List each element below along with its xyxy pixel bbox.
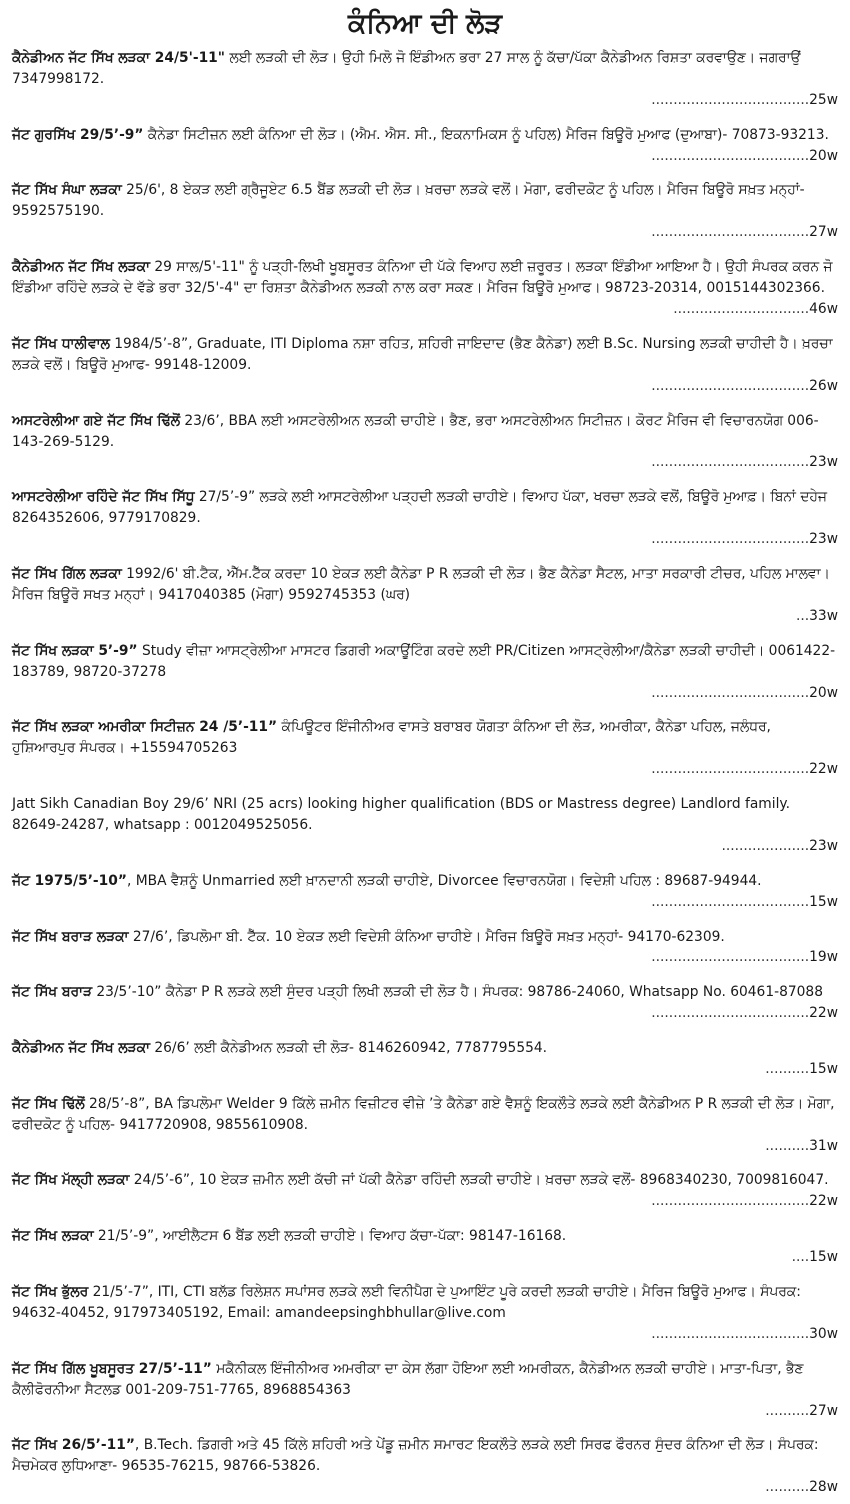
ad-word-count: 15w (809, 893, 838, 910)
ad-word-count: 20w (809, 684, 838, 701)
ad-price-row (12, 683, 838, 704)
ad-price-row (12, 836, 838, 857)
classified-ad (12, 1359, 838, 1422)
ad-word-count: 26w (809, 377, 838, 394)
ad-body: 1984/5’-8”, Graduate, ITI Diploma ਨਸ਼ਾ ਰਹਿਤ, ਸ਼ਹਿਰੀ ਜਾਇਦਾਦ (ਭੈਣ ਕੈਨੇਡਾ) ਲਈ B.Sc. Nursing ਲੜਕੀ ਚਾਹੀਦੀ ਹੈ। ਖ਼ਰਚਾ ਲੜਕੇ ਵਲੋਂ। ਬਿਊਰੋ ਮੁਆਫ- 99148-12009. (12, 335, 833, 373)
ad-text (12, 334, 838, 376)
ad-price-row (12, 90, 838, 111)
ad-text (12, 717, 838, 759)
ad-text (12, 1094, 838, 1136)
ad-body: 21/5’-9”, ਆਈਲੈਟਸ 6 ਬੈਂਡ ਲਈ ਲੜਕੀ ਚਾਹੀਏ। ਵਿਆਹ ਕੱਚਾ-ਪੱਕਾ: 98147-16168. (93, 1228, 567, 1245)
classified-ad (12, 982, 838, 1024)
ad-body: 26/6’ ਲਈ ਕੈਨੇਡੀਅਨ ਲੜਕੀ ਦੀ ਲੋੜ- 8146260942, 7787795554. (149, 1039, 548, 1056)
ad-word-count: 30w (809, 1325, 838, 1342)
classified-ad (12, 1094, 838, 1157)
ad-price-row (12, 1477, 838, 1498)
classified-ad (12, 487, 838, 550)
ad-heading: ਕੈਨੇਡੀਅਨ ਜੱਟ ਸਿੱਖ ਲੜਕਾ (12, 259, 150, 276)
classified-ad (12, 257, 838, 320)
ad-leader-dots: ... (791, 607, 810, 624)
ad-text (12, 927, 838, 948)
ad-word-count: 20w (809, 147, 838, 164)
ad-body: , MBA ਵੈਸ਼ਨੂੰ Unmarried ਲਈ ਖ਼ਾਨਦਾਨੀ ਲੜਕੀ ਚਾਹੀਏ, Divorcee ਵਿਚਾਰਨਯੋਗ। ਵਿਦੇਸ਼ੀ ਪਹਿਲ : 89687-94944. (126, 872, 762, 889)
ad-body: Jatt Sikh Canadian Boy 29/6’ NRI (25 acrs) looking higher qualification (BDS or Mastress degree) Landlord family. 82649-24287, whatsapp : 0012049525056. (12, 796, 790, 834)
classified-ad (12, 1435, 838, 1498)
ad-word-count: 25w (809, 91, 838, 108)
classified-ad (12, 48, 838, 111)
ad-price-row (12, 1003, 838, 1024)
classified-ad (12, 641, 838, 704)
ad-heading: ਜੱਟ ਸਿੱਖ ਸੰਘਾ ਲੜਕਾ (12, 182, 122, 199)
ad-word-count: 22w (809, 1005, 838, 1022)
ad-word-count: 15w (809, 1249, 838, 1266)
ad-price-row (12, 222, 838, 243)
ad-price-row (12, 1136, 838, 1157)
ad-price-row (12, 606, 838, 627)
ad-text (12, 1435, 838, 1477)
ad-word-count: 15w (809, 1060, 838, 1077)
ad-text (12, 1226, 838, 1247)
ad-price-row (12, 529, 838, 550)
ad-leader-dots: .......... (765, 1137, 810, 1154)
ad-body: 23/5’-10” ਕੈਨੇਡਾ P R ਲੜਕੇ ਲਈ ਸੁੰਦਰ ਪੜ੍ਹੀ ਲਿਖੀ ਲੜਕੀ ਦੀ ਲੋੜ ਹੈ। ਸੰਪਰਕ: 98786-24060, Whatsapp No. 60461-87088 (91, 984, 823, 1001)
ad-heading: ਜੱਟ ਸਿੱਖ ਲੜਕਾ ਅਮਰੀਕਾ ਸਿਟੀਜ਼ਨ 24 /5’-11” (12, 719, 278, 736)
ad-body: 29 ਸਾਲ/5'-11" ਨੂੰ ਪੜ੍ਹੀ-ਲਿਖੀ ਖੂਬਸੂਰਤ ਕੰਨਿਆ ਦੀ ਪੱਕੇ ਵਿਆਹ ਲਈ ਜ਼ਰੂਰਤ। ਲੜਕਾ ਇੰਡੀਆ ਆਇਆ ਹੈ। ਉਹੀ ਸੰਪਰਕ ਕਰਨ ਜੋ ਇੰਡੀਆ ਰਹਿੰਦੇ ਲੜਕੇ ਦੇ ਵੱਡੇ ਭਰਾ 32/5'-4" ਦਾ ਰਿਸ਼ਤਾ ਕੈਨੇਡੀਅਨ ਲੜਕੀ ਨਾਲ ਕਰਾ ਸਕਣ। ਮੈਰਿਜ ਬਿਊਰੋ ਮੁਆਫ। 98723-20314, 0015144302366. (12, 259, 833, 297)
classified-ad (12, 1170, 838, 1212)
ad-body: 21/5’-7”, ITI, CTI ਬਲੱਡ ਰਿਲੇਸ਼ਨ ਸਪਾਂਸਰ ਲੜਕੇ ਲਈ ਵਿਨੀਪੈਗ ਦੇ ਪੁਆਇੰਟ ਪੂਰੇ ਕਰਦੀ ਲੜਕੀ ਚਾਹੀਏ। ਮੈਰਿਜ ਬਿਊਰੋ ਮੁਆਫ। ਸੰਪਰਕ: 94632-40452, 917973405192, Email: amandeepsinghbhullar@live.com (12, 1283, 801, 1321)
ad-body: ਲਈ ਲੜਕੀ ਦੀ ਲੋੜ। ਉਹੀ ਮਿਲੋ ਜੋ ਇੰਡੀਅਨ ਭਰਾ 27 ਸਾਲ ਨੂੰ ਕੱਚਾ/ਪੱਕਾ ਕੈਨੇਡੀਅਨ ਰਿਸ਼ਤਾ ਕਰਵਾਉਣ। ਜਗਰਾਉਂ 7347998172. (12, 50, 801, 87)
page-title: ਕੰਨਿਆ ਦੀ ਲੋੜ (347, 8, 503, 39)
ad-body: Study ਵੀਜ਼ਾ ਆਸਟ੍ਰੇਲੀਆ ਮਾਸਟਰ ਡਿਗਰੀ ਅਕਾਊਂਟਿੰਗ ਕਰਦੇ ਲਈ PR/Citizen ਆਸਟ੍ਰੇਲੀਆ/ਕੈਨੇਡਾ ਲੜਕੀ ਚਾਹੀਦੀ। 0061422-183789, 98720-37278 (12, 642, 836, 680)
ad-price-row (12, 1324, 838, 1345)
ad-word-count: 23w (809, 838, 838, 854)
ad-heading: ਅਸਟਰੇਲੀਆ ਗਏ ਜੱਟ ਸਿੱਖ ਢਿੱਲੋਂ (12, 412, 180, 429)
ad-leader-dots: .................................... (651, 91, 810, 108)
ad-heading: ਜੱਟ ਸਿੱਖ ਲੜਕਾ (12, 1228, 94, 1245)
ad-text (12, 257, 838, 299)
ad-leader-dots: ............................... (673, 301, 810, 318)
ad-text (12, 1359, 838, 1401)
ad-body: 28/5’-8”, BA ਡਿਪਲੋਮਾ Welder 9 ਕਿੱਲੇ ਜ਼ਮੀਨ ਵਿਜ਼ੀਟਰ ਵੀਜ਼ੇ ’ਤੇ ਕੈਨੇਡਾ ਗਏ ਵੈਸ਼ਨੂੰ ਇਕਲੌਤੇ ਲੜਕੇ ਲਈ ਕੈਨੇਡੀਅਨ P R ਲੜਕੀ ਦੀ ਲੋੜ। ਮੋਗਾ, ਫਰੀਦਕੋਟ ਨੂੰ ਪਹਿਲ- 9417720908, 9855610908. (12, 1095, 835, 1133)
ad-body: 1992/6' ਬੀ.ਟੈਕ, ਐੱਮ.ਟੈੱਕ ਕਰਦਾ 10 ਏਕੜ ਲਈ ਕੈਨੇਡਾ P R ਲੜਕੀ ਦੀ ਲੋੜ। ਭੈਣ ਕੈਨੇਡਾ ਸੈਟਲ, ਮਾਤਾ ਸਰਕਾਰੀ ਟੀਚਰ, ਪਹਿਲ ਮਾਲਵਾ। ਮੈਰਿਜ ਬਿਊਰੋ ਸਖਤ ਮਨ੍ਹਾਂ। 9417040385 (ਮੋਗਾ) 9592745353 (ਘਰ) (12, 565, 830, 603)
classified-ad (12, 1282, 838, 1345)
ad-word-count: 22w (809, 761, 838, 778)
ad-price-row (12, 947, 838, 968)
ad-text (12, 871, 838, 892)
ad-leader-dots: .................................... (651, 224, 810, 241)
ad-text (12, 487, 838, 529)
ad-text (12, 1282, 838, 1324)
ad-heading: ਜੱਟ ਗੁਰਸਿੱਖ 29/5’-9” (12, 126, 144, 143)
ad-word-count: 33w (809, 607, 838, 624)
ad-body: ਕੰਪਿਊਟਰ ਇੰਜੀਨੀਅਰ ਵਾਸਤੇ ਬਰਾਬਰ ਯੋਗਤਾ ਕੰਨਿਆ ਦੀ ਲੋੜ, ਅਮਰੀਕਾ, ਕੈਨੇਡਾ ਪਹਿਲ, ਜਲੰਧਰ, ਹੁਸ਼ਿਆਰਪੁਰ ਸੰਪਰਕ। +15594705263 (12, 719, 771, 757)
ad-body: 24/5’-6”, 10 ਏਕੜ ਜ਼ਮੀਨ ਲਈ ਕੱਚੀ ਜਾਂ ਪੱਕੀ ਕੈਨੇਡਾ ਰਹਿੰਦੀ ਲੜਕੀ ਚਾਹੀਏ। ਖ਼ਰਚਾ ਲੜਕੇ ਵਲੋਂ- 8968340230, 7009816047. (129, 1172, 829, 1189)
ad-price-row (12, 299, 838, 320)
ad-price-row (12, 376, 838, 397)
ad-price-row (12, 759, 838, 780)
ad-leader-dots: .................................... (651, 761, 810, 778)
ad-heading: ਜੱਟ 1975/5’-10” (12, 872, 127, 889)
ad-leader-dots: .................................... (651, 893, 810, 910)
classified-ad (12, 334, 838, 397)
classified-ad (12, 411, 838, 474)
ad-leader-dots: .................................... (651, 949, 810, 966)
ad-heading: ਜੱਟ ਸਿੱਖ ਢਿੱਲੋਂ (12, 1095, 85, 1112)
ad-word-count: 28w (809, 1479, 838, 1496)
ad-word-count: 23w (809, 454, 838, 471)
classified-ad (12, 794, 838, 857)
ad-leader-dots: .................................... (651, 1005, 810, 1022)
ad-leader-dots: .................................... (651, 531, 810, 548)
ad-leader-dots: .......... (765, 1402, 810, 1419)
ad-leader-dots: .................................... (651, 1325, 810, 1342)
ad-price-row (12, 1247, 838, 1268)
ad-text (12, 641, 838, 683)
classified-ad (12, 564, 838, 627)
ad-heading: ਆਸਟਰੇਲੀਆ ਰਹਿੰਦੇ ਜੱਟ ਸਿੱਖ ਸਿੱਧੂ (12, 489, 195, 506)
ad-word-count: 46w (809, 301, 838, 318)
ad-leader-dots: .................................... (651, 684, 810, 701)
ad-price-row (12, 1059, 838, 1080)
ad-leader-dots: .................................... (651, 454, 810, 471)
classified-ad (12, 717, 838, 780)
ad-word-count: 23w (809, 531, 838, 548)
ad-text (12, 411, 838, 453)
ad-text (12, 1170, 838, 1191)
ad-leader-dots: .................................... (651, 147, 810, 164)
ad-price-row (12, 892, 838, 913)
ad-leader-dots: .................................... (651, 377, 810, 394)
classified-ad (12, 1226, 838, 1268)
ad-word-count: 31w (809, 1137, 838, 1154)
ad-word-count: 19w (809, 949, 838, 966)
ad-price-row (12, 452, 838, 473)
ad-text (12, 1038, 838, 1059)
ad-heading: ਜੱਟ ਸਿੱਖ ਧਾਲੀਵਾਲ (12, 335, 110, 352)
ad-leader-dots: .................................... (651, 1193, 810, 1210)
ad-body: 23/6’, BBA ਲਈ ਅਸਟਰੇਲੀਅਨ ਲੜਕੀ ਚਾਹੀਏ। ਭੈਣ, ਭਰਾ ਅਸਟਰੇਲੀਅਨ ਸਿਟੀਜ਼ਨ। ਕੋਰਟ ਮੈਰਿਜ ਵੀ ਵਿਚਾਰਨਯੋਗ 006-143-269-5129. (12, 412, 819, 450)
ad-leader-dots: .......... (765, 1060, 810, 1077)
ad-price-row (12, 146, 838, 167)
ad-text (12, 564, 838, 606)
ad-heading: ਜੱਟ ਸਿੱਖ ਬਰਾੜ (12, 984, 92, 1001)
ad-price-row (12, 1401, 838, 1422)
ad-body: ਮਕੈਨੀਕਲ ਇੰਜੀਨੀਅਰ ਅਮਰੀਕਾ ਦਾ ਕੇਸ ਲੱਗਾ ਹੋਇਆ ਲਈ ਅਮਰੀਕਨ, ਕੈਨੇਡੀਅਨ ਲੜਕੀ ਚਾਹੀਏ। ਮਾਤਾ-ਪਿਤਾ, ਭੈਣ ਕੈਲੀਫੋਰਨੀਆ ਸੈਟਲਡ 001-209-751-7765, 8968854363 (12, 1360, 804, 1398)
ad-text (12, 794, 838, 836)
ad-body: ਕੈਨੇਡਾ ਸਿਟੀਜ਼ਨ ਲਈ ਕੰਨਿਆ ਦੀ ਲੋੜ। (ਐਮ. ਐਸ. ਸੀ., ਇਕਨਾਮਿਕਸ ਨੂੰ ਪਹਿਲ) ਮੈਰਿਜ ਬਿਊਰੋ ਮੁਆਫ (ਦੁਆਬਾ)- 70873-93213. (143, 126, 829, 143)
classified-ad (12, 927, 838, 969)
ad-heading: ਜੱਟ ਸਿੱਖ ਲੜਕਾ 5’-9” (12, 642, 138, 659)
classified-ad (12, 125, 838, 167)
ad-word-count: 27w (809, 224, 838, 241)
ad-heading: ਜੱਟ ਸਿੱਖ ਗਿੱਲ ਲੜਕਾ (12, 565, 122, 582)
ad-body: , B.Tech. ਡਿਗਰੀ ਅਤੇ 45 ਕਿੱਲੇ ਸ਼ਹਿਰੀ ਅਤੇ ਪੇਂਡੂ ਜ਼ਮੀਨ ਸਮਾਰਟ ਇਕਲੌਤੇ ਲੜਕੇ ਲਈ ਸਿਰਫ ਫੌਰਨਰ ਸੁੰਦਰ ਕੰਨਿਆ ਦੀ ਲੋੜ। ਸੰਪਰਕ: ਮੈਚਮੇਕਰ ਲੁਧਿਆਣਾ- 96535-76215, 98766-53826. (12, 1437, 819, 1475)
ad-text (12, 982, 838, 1003)
ad-heading: ਜੱਟ ਸਿੱਖ ਭੁੱਲਰ (12, 1283, 89, 1300)
classified-ad (12, 1038, 838, 1080)
classified-ad (12, 871, 838, 913)
ad-word-count: 27w (809, 1402, 838, 1419)
ad-body: 27/5’-9” ਲੜਕੇ ਲਈ ਆਸਟਰੇਲੀਆ ਪੜ੍ਹਦੀ ਲੜਕੀ ਚਾਹੀਏ। ਵਿਆਹ ਪੱਕਾ, ਖਰਚਾ ਲੜਕੇ ਵਲੋਂ, ਬਿਊਰੋ ਮੁਆਫ਼। ਬਿਨਾਂ ਦਹੇਜ 8264352606, 9779170829. (12, 489, 827, 527)
ad-text (12, 125, 838, 146)
classified-ad (12, 180, 838, 243)
ad-heading: ਕੈਨੇਡੀਅਨ ਜੱਟ ਸਿੱਖ ਲੜਕਾ 24/5'-11" (12, 50, 225, 66)
ad-body: 27/6’, ਡਿਪਲੋਮਾ ਬੀ. ਟੈੱਕ. 10 ਏਕੜ ਲਈ ਵਿਦੇਸ਼ੀ ਕੰਨਿਆ ਚਾਹੀਏ। ਮੈਰਿਜ ਬਿਊਰੋ ਸਖ਼ਤ ਮਨ੍ਹਾਂ- 94170-62309. (128, 928, 725, 945)
ad-price-row (12, 1191, 838, 1212)
ad-heading: ਜੱਟ ਸਿੱਖ ਮੱਲ੍ਹੀ ਲੜਕਾ (12, 1172, 130, 1189)
ad-leader-dots: .................... (721, 838, 810, 854)
ad-heading: ਕੈਨੇਡੀਅਨ ਜੱਟ ਸਿੱਖ ਲੜਕਾ (12, 1039, 150, 1056)
ad-heading: ਜੱਟ ਸਿੱਖ ਗਿੱਲ ਖੂਬਸੂਰਤ 27/5’-11” (12, 1360, 212, 1377)
ads-list (12, 48, 838, 1498)
ad-word-count: 22w (809, 1193, 838, 1210)
ad-text (12, 48, 838, 90)
ad-leader-dots: .... (787, 1249, 810, 1266)
ad-heading: ਜੱਟ ਸਿੱਖ 26/5’-11” (12, 1437, 135, 1454)
ad-body: 25/6', 8 ਏਕੜ ਲਈ ਗ੍ਰੈਜੂਏਟ 6.5 ਬੈਂਡ ਲੜਕੀ ਦੀ ਲੋੜ। ਖ਼ਰਚਾ ਲੜਕੇ ਵਲੋਂ। ਮੋਗਾ, ਫਰੀਦਕੋਟ ਨੂੰ ਪਹਿਲ। ਮੈਰਿਜ ਬਿਊਰੋ ਸਖ਼ਤ ਮਨ੍ਹਾਂ- 9592575190. (12, 182, 805, 220)
ad-text (12, 180, 838, 222)
ad-leader-dots: .......... (765, 1479, 810, 1496)
ad-heading: ਜੱਟ ਸਿੱਖ ਬਰਾੜ ਲੜਕਾ (12, 928, 129, 945)
